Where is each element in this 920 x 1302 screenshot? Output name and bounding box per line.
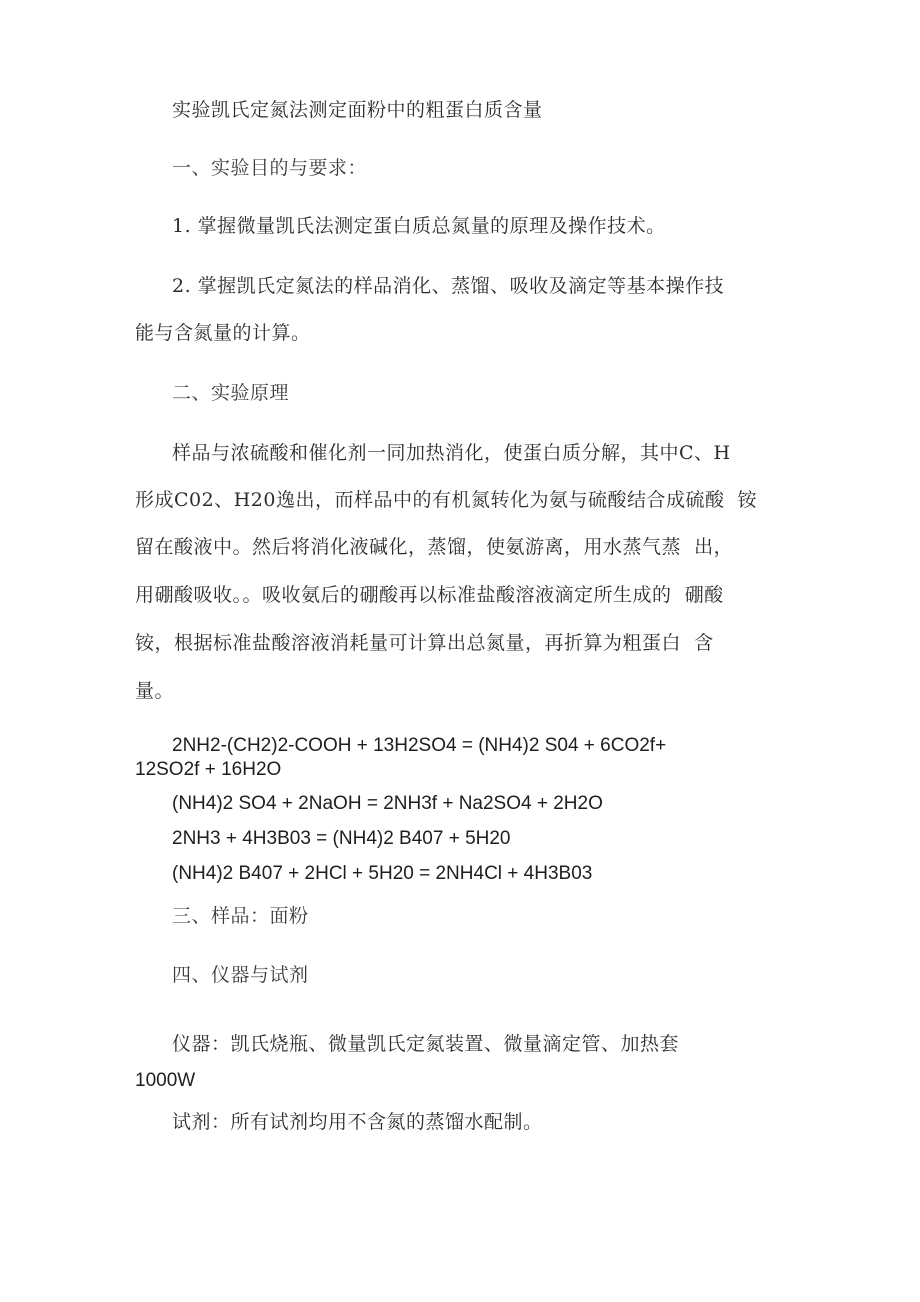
- document-title: 实验凯氏定氮法测定面粉中的粗蛋白质含量: [172, 99, 543, 121]
- instruments-line2: 1000W: [135, 1070, 196, 1091]
- objective-item-2-line2: 能与含氮量的计算。: [135, 322, 311, 344]
- section3-heading: 三、样品：面粉: [172, 905, 309, 927]
- objective-item-1: 1. 掌握微量凯氏法测定蛋白质总氮量的原理及操作技术。: [172, 215, 666, 237]
- reagents-line: 试剂：所有试剂均用不含氮的蒸馏水配制。: [172, 1111, 543, 1133]
- principle-line-4: 用硼酸吸收。。吸收氨后的硼酸再以标准盐酸溶液滴定所生成的 硼酸: [135, 584, 724, 606]
- principle-line-1: 样品与浓硫酸和催化剂一同加热消化，使蛋白质分解，其中C、H: [172, 442, 731, 464]
- section2-heading: 二、实验原理: [172, 382, 290, 404]
- principle-line-2: 形成C02、H20逸出，而样品中的有机氮转化为氨与硫酸结合成硫酸 铵: [135, 489, 758, 511]
- instruments-line1: 仪器：凯氏烧瓶、微量凯氏定氮装置、微量滴定管、加热套: [172, 1033, 680, 1055]
- equation-1-line1: 2NH2-(CH2)2-COOH + 13H2SO4 = (NH4)2 S04 + 6CO2f+: [172, 735, 667, 756]
- section4-heading: 四、仪器与试剂: [172, 964, 309, 986]
- principle-line-5: 铵，根据标准盐酸溶液消耗量可计算出总氮量，再折算为粗蛋白 含: [135, 632, 714, 654]
- equation-3: 2NH3 + 4H3B03 = (NH4)2 B407 + 5H20: [172, 828, 511, 849]
- equation-1-line2: 12SO2f + 16H2O: [135, 759, 282, 780]
- equation-2: (NH4)2 SO4 + 2NaOH = 2NH3f + Na2SO4 + 2H2O: [172, 793, 603, 814]
- principle-line-6: 量。: [135, 680, 175, 702]
- equation-4: (NH4)2 B407 + 2HCl + 5H20 = 2NH4Cl + 4H3B03: [172, 863, 593, 884]
- objective-item-2-line1: 2. 掌握凯氏定氮法的样品消化、蒸馏、吸收及滴定等基本操作技: [172, 275, 725, 297]
- principle-line-3: 留在酸液中。然后将消化液碱化，蒸馏，使氨游离，用水蒸气蒸 出，: [135, 536, 734, 558]
- section1-heading: 一、实验目的与要求：: [172, 157, 368, 179]
